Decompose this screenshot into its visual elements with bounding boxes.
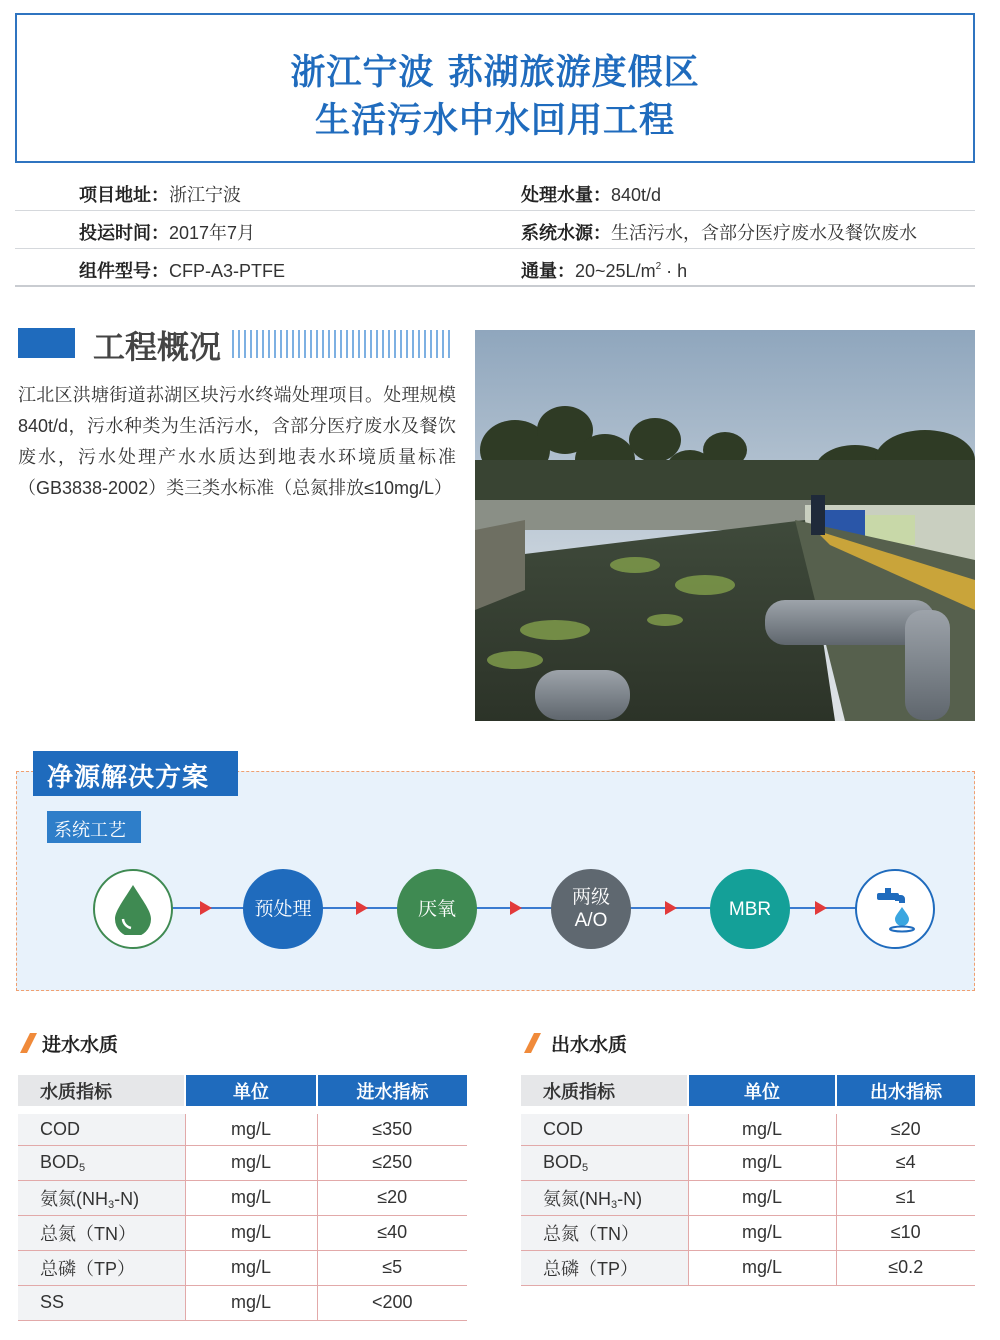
step-label-pretreatment: 预处理 <box>254 898 312 920</box>
column-header: 进水指标 <box>317 1075 467 1110</box>
table-row <box>18 1110 467 1145</box>
faucet-icon <box>871 885 919 933</box>
table-row <box>18 1250 467 1285</box>
column-header: 水质指标 <box>521 1075 688 1110</box>
indicator-subscript: 3 <box>611 1198 618 1211</box>
flux-value-unit: · h <box>661 261 688 281</box>
date-label: 投运时间： <box>79 223 169 243</box>
flux-value: 20~25L/m <box>575 261 656 281</box>
water-drop-icon <box>113 883 153 935</box>
process-step-pretreatment <box>243 869 323 949</box>
unit-cell: mg/L <box>185 1180 317 1215</box>
value-cell: ≤1 <box>836 1180 975 1215</box>
solution-title: 净源解决方案 <box>33 751 238 796</box>
table-row <box>18 1145 467 1180</box>
table-header-row <box>521 1075 975 1110</box>
table-row <box>18 1285 467 1320</box>
table-row <box>521 1145 975 1180</box>
step-label-anaerobic: 厌氧 <box>417 898 456 920</box>
flux-label: 通量： <box>521 261 575 281</box>
info-date <box>79 219 255 245</box>
process-subtitle: 系统工艺 <box>47 811 141 843</box>
value-cell: ≤350 <box>317 1110 467 1145</box>
inlet-heading: 进水水质 <box>42 1035 119 1056</box>
date-value: 2017年7月 <box>169 223 256 243</box>
slash-accent-icon <box>522 1032 544 1054</box>
flow-arrow <box>815 901 827 915</box>
source-label: 系统水源： <box>521 223 611 243</box>
value-cell: <200 <box>317 1285 467 1320</box>
indicator-cell <box>18 1145 185 1180</box>
indicator-subscript: 5 <box>582 1161 589 1174</box>
indicator-name-suffix: -N) <box>114 1188 140 1209</box>
indicator-name: BOD <box>543 1151 583 1172</box>
table-row <box>521 1250 975 1285</box>
step-label-ao-line2: A/O <box>574 910 608 931</box>
table-header-row <box>18 1075 467 1110</box>
column-header: 单位 <box>688 1075 836 1110</box>
value-cell: ≤5 <box>317 1250 467 1285</box>
unit-cell: mg/L <box>688 1110 836 1145</box>
step-label-mbr: MBR <box>728 898 772 920</box>
indicator-cell: 总磷（TP） <box>18 1250 185 1285</box>
process-step-inlet <box>93 869 173 949</box>
process-step-mbr <box>710 869 790 949</box>
flow-arrow <box>356 901 368 915</box>
heading-hatch-decoration <box>232 330 454 358</box>
indicator-cell <box>18 1180 185 1215</box>
info-address <box>79 181 241 207</box>
page-title-line-1: 浙江宁波 荪湖旅游度假区 <box>290 53 700 93</box>
table-row <box>521 1110 975 1145</box>
info-model <box>79 257 285 283</box>
unit-cell: mg/L <box>688 1180 836 1215</box>
capacity-value: 840t/d <box>611 185 662 205</box>
inlet-table <box>18 1075 467 1321</box>
table-row <box>521 1180 975 1215</box>
indicator-name: 氨氮(NH <box>40 1188 108 1209</box>
column-header: 出水指标 <box>836 1075 975 1110</box>
capacity-label: 处理水量： <box>521 185 611 205</box>
table-row <box>18 1215 467 1250</box>
outlet-heading: 出水水质 <box>551 1035 628 1056</box>
indicator-name-suffix: -N) <box>617 1188 643 1209</box>
unit-cell: mg/L <box>688 1145 836 1180</box>
column-header: 单位 <box>185 1075 317 1110</box>
unit-cell: mg/L <box>185 1110 317 1145</box>
value-cell: ≤40 <box>317 1215 467 1250</box>
address-label: 项目地址： <box>79 185 169 205</box>
unit-cell: mg/L <box>185 1215 317 1250</box>
value-cell: ≤250 <box>317 1145 467 1180</box>
indicator-cell <box>521 1180 688 1215</box>
unit-cell: mg/L <box>688 1215 836 1250</box>
indicator-name: BOD <box>40 1151 80 1172</box>
flow-arrow <box>200 901 212 915</box>
step-label-ao-line1: 两级 <box>571 887 610 908</box>
table-row <box>18 1180 467 1215</box>
site-photo <box>475 330 975 721</box>
info-flux <box>521 257 687 283</box>
process-step-anaerobic <box>397 869 477 949</box>
value-cell: ≤20 <box>317 1180 467 1215</box>
model-label: 组件型号： <box>79 261 169 281</box>
flow-arrow <box>510 901 522 915</box>
value-cell: ≤4 <box>836 1145 975 1180</box>
value-cell: ≤20 <box>836 1110 975 1145</box>
unit-cell: mg/L <box>688 1250 836 1285</box>
indicator-cell <box>521 1145 688 1180</box>
unit-cell: mg/L <box>185 1285 317 1320</box>
indicator-cell: 总氮（TN） <box>521 1215 688 1250</box>
outlet-table <box>521 1075 975 1286</box>
indicator-subscript: 3 <box>108 1198 115 1211</box>
info-capacity <box>521 181 661 207</box>
column-header: 水质指标 <box>18 1075 185 1110</box>
process-step-outlet <box>855 869 935 949</box>
overview-text: 江北区洪塘街道荪湖区块污水终端处理项目。处理规模840t/d，污水种类为生活污水，含部分医疗废水及餐饮废水，污水处理产水水质达到地表水环境质量标准（GB3838-2002）类三类水标准（总氮排放≤10mg/L） <box>18 385 456 498</box>
process-step-ao <box>551 869 631 949</box>
info-row-3 <box>15 249 975 287</box>
info-source <box>521 219 917 245</box>
page-title-line-2: 生活污水中水回用工程 <box>314 101 675 141</box>
overview-heading: 工程概况 <box>93 328 222 366</box>
info-row-2 <box>15 211 975 249</box>
indicator-cell: COD <box>18 1110 185 1145</box>
indicator-cell: 总磷（TP） <box>521 1250 688 1285</box>
source-value: 生活污水，含部分医疗废水及餐饮废水 <box>611 223 917 243</box>
section-bar <box>18 328 75 358</box>
flux-superscript: 2 <box>655 261 662 272</box>
value-cell: ≤0.2 <box>836 1250 975 1285</box>
title-box <box>15 13 975 163</box>
step-label-ao <box>572 886 610 932</box>
indicator-cell: 总氮（TN） <box>18 1215 185 1250</box>
flow-arrow <box>665 901 677 915</box>
value-cell: ≤10 <box>836 1215 975 1250</box>
indicator-name: 氨氮(NH <box>543 1188 611 1209</box>
slash-accent-icon <box>18 1032 40 1054</box>
table-row <box>521 1215 975 1250</box>
address-value: 浙江宁波 <box>169 185 241 205</box>
indicator-cell: SS <box>18 1285 185 1320</box>
model-value: CFP-A3-PTFE <box>169 261 286 281</box>
unit-cell: mg/L <box>185 1145 317 1180</box>
unit-cell: mg/L <box>185 1250 317 1285</box>
indicator-subscript: 5 <box>79 1161 86 1174</box>
info-row-1 <box>15 173 975 211</box>
indicator-cell: COD <box>521 1110 688 1145</box>
